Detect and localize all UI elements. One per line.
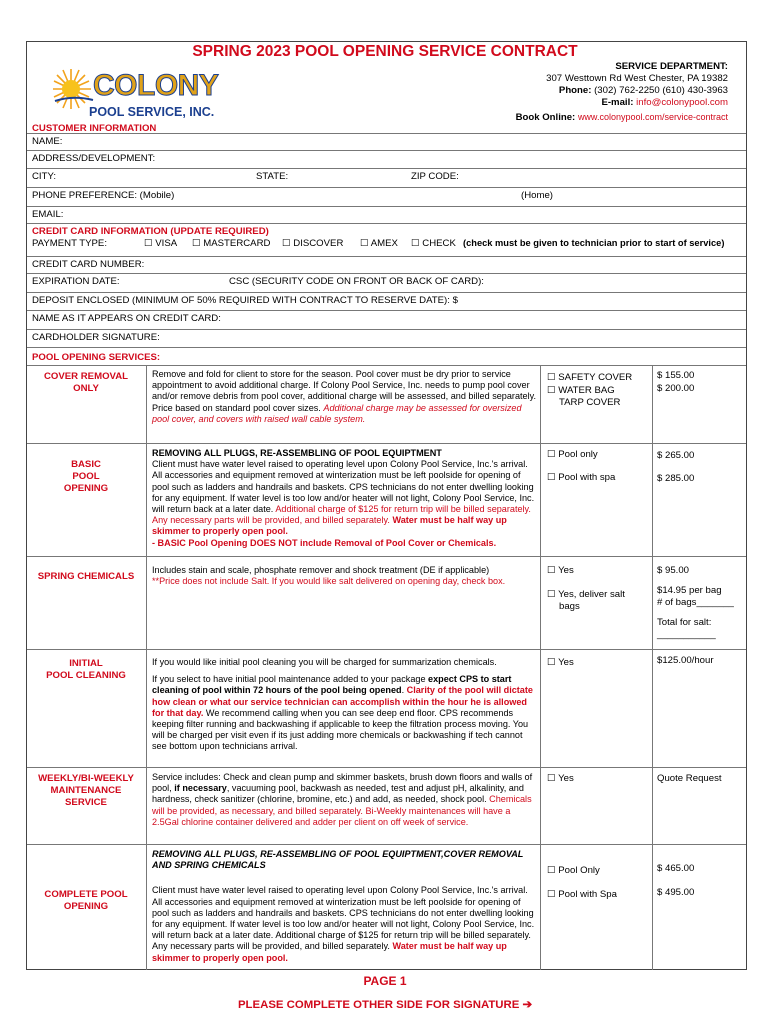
- basic-options[interactable]: [547, 449, 647, 483]
- city-label: CITY:: [32, 171, 56, 182]
- chemicals-category: SPRING CHEMICALS: [37, 571, 135, 582]
- weekly-description: Service includes: Check and clean pump and skimmer baskets, brush down floors and walls of pool, if necessary, vacuuming pool, backwash as needed, test and adjust pH, alkalinity, and hardness, check sanitizer (chlorine, bromine, etc.) and add, as needed, shock pool. Chemicals will be provided, as necessary, and billed separately. Bi-Weekly maintenances will have a 2.5Gal chlorine container delivered and adder per client on off week of service.: [152, 772, 533, 827]
- cover-description: Remove and fold for client to store for the season. Pool cover must be dry prior to service appointment to avoid additional charge. If Colony Pool Service, Inc. needs to pump pool cover and/or remove debris from pool cover, additional charge will be assessed, and billed separately. Price based on standard pool cover sizes. Additional charge may be assessed for oversized pool cover, and covers with raised wall cable system.: [152, 369, 537, 424]
- phone-preference-row[interactable]: [27, 187, 746, 206]
- name-on-card-field[interactable]: NAME AS IT APPEARS ON CREDIT CARD:: [27, 310, 746, 329]
- mastercard-checkbox[interactable]: ☐ MASTERCARD: [192, 238, 271, 249]
- weekly-maintenance-row: [27, 767, 746, 844]
- phone-value: (302) 762-2250 (610) 430-3963: [594, 85, 728, 96]
- complete-pool-only-checkbox[interactable]: ☐ Pool Only: [547, 865, 600, 876]
- weekly-category: WEEKLY/BI-WEEKLY MAINTENANCE SERVICE: [38, 773, 134, 808]
- card-number-field[interactable]: CREDIT CARD NUMBER:: [27, 256, 746, 273]
- cover-prices: $ 155.00 $ 200.00: [657, 370, 695, 394]
- check-checkbox[interactable]: ☐ CHECK: [411, 238, 456, 249]
- city-state-zip-row[interactable]: [27, 168, 746, 187]
- chemicals-options[interactable]: ☐ Yes ☐ Yes, deliver salt bags: [547, 565, 647, 613]
- cover-removal-row: [27, 365, 746, 443]
- company-logo: [53, 67, 233, 121]
- services-section: POOL OPENING SERVICES:: [27, 347, 746, 365]
- complete-category: COMPLETE POOL OPENING: [44, 889, 128, 912]
- deliver-salt-checkbox[interactable]: ☐ Yes, deliver salt: [547, 589, 625, 600]
- customer-section: CUSTOMER INFORMATION: [32, 123, 157, 134]
- address-field[interactable]: ADDRESS/DEVELOPMENT:: [27, 150, 746, 168]
- pool-only-checkbox[interactable]: ☐ Pool only: [547, 449, 598, 460]
- home-label: (Home): [521, 190, 553, 201]
- pool-with-spa-checkbox[interactable]: ☐ Pool with spa: [547, 472, 616, 484]
- cover-note: Additional charge may be assessed for oversized pool cover, and covers with raised wall cable system.: [152, 402, 522, 424]
- name-field[interactable]: NAME:: [27, 133, 746, 150]
- page-number: PAGE 1: [363, 974, 407, 988]
- initial-cleaning-row: [27, 649, 746, 767]
- email-label: E-mail:: [601, 97, 634, 108]
- complete-prices: $ 465.00 $ 495.00: [657, 863, 695, 899]
- spring-chemicals-row: [27, 556, 746, 649]
- zip-label: ZIP CODE:: [411, 171, 459, 182]
- complete-description: REMOVING ALL PLUGS, RE-ASSEMBLING OF POOL EQUIPTMENT,COVER REMOVAL AND SPRING CHEMICALS Client must have water level raised to operating level upon Colony Pool Service, Inc.'s arrival. All accessories and equipment removed at winterization must be left poolside for opening of pool such as ladders and handrails and baskets. CPS technicians do not enter dwelling looking for any equipment. If water level is too low and/or heater will not light, Colony Pool Service, Inc. will return back at a later date. Additional charge of $125 for return trip will be billed separately. Any necessary parts will be provided, and billed separately. Water must be half way up skimmer to properly open pool.: [152, 849, 535, 963]
- payment-type-row: [27, 236, 746, 256]
- email-link[interactable]: info@colonypool.com: [636, 97, 728, 108]
- initial-description: If you would like initial pool cleaning you will be charged for summarization chemicals. If you select to have initial pool maintenance added to your package expect CPS to start cleaning of pool within 72 hours of the pool being opened. Clarity of the pool will dictate how clean or what our service technician can accomplish within the hour he is allowed for that day. We recommend calling when you can see deep end floor. CPS recommends keeping filter running and backwashing if applicable to keep the filtration process moving. You will be charged per visit even if its just adding more chemicals or backwashing if tech cannot see bottom upon technicians arrival.: [152, 657, 533, 752]
- complete-pool-with-spa-checkbox[interactable]: ☐ Pool with Spa: [547, 889, 617, 901]
- csc-label: CSC (SECURITY CODE ON FRONT OR BACK OF CARD):: [229, 276, 484, 287]
- visa-checkbox[interactable]: ☐ VISA: [144, 238, 178, 249]
- payment-type-label: PAYMENT TYPE:: [32, 238, 107, 249]
- safety-cover-checkbox[interactable]: ☐ SAFETY COVER: [547, 372, 633, 383]
- expiration-label: EXPIRATION DATE:: [32, 276, 120, 287]
- weekly-price: Quote Request: [657, 773, 722, 784]
- chemicals-prices: $ 95.00 $14.95 per bag # of bags_______ Total for salt: ___________: [657, 565, 734, 640]
- basic-category: BASIC POOL OPENING: [63, 459, 109, 494]
- cover-options[interactable]: ☐ SAFETY COVER ☐ WATER BAG TARP COVER: [547, 372, 647, 410]
- service-address: 307 Westtown Rd West Chester, PA 19382: [546, 73, 728, 84]
- phone-pref-label: PHONE PREFERENCE: (Mobile): [32, 190, 175, 201]
- initial-category: INITIAL POOL CLEANING: [46, 658, 126, 681]
- state-label: STATE:: [256, 171, 289, 182]
- logo-subtitle: POOL SERVICE, INC.: [89, 105, 215, 119]
- check-note: (check must be given to technician prior to start of service): [463, 238, 725, 248]
- phone-label: Phone:: [558, 85, 592, 96]
- cover-category: COVER REMOVAL ONLY: [43, 371, 129, 394]
- deposit-field[interactable]: DEPOSIT ENCLOSED (MINIMUM OF 50% REQUIRED WITH CONTRACT TO RESERVE DATE): $: [27, 292, 746, 310]
- initial-yes-checkbox[interactable]: ☐ Yes: [547, 657, 574, 668]
- service-heading: SERVICE DEPARTMENT:: [615, 61, 728, 72]
- page-title: SPRING 2023 POOL OPENING SERVICE CONTRACT: [192, 43, 578, 60]
- expiration-row[interactable]: [27, 273, 746, 292]
- basic-prices: $ 265.00 $ 285.00: [657, 450, 695, 485]
- water-bag-checkbox[interactable]: ☐ WATER BAG: [547, 384, 615, 396]
- chemicals-yes-checkbox[interactable]: ☐ Yes: [547, 565, 574, 576]
- initial-price: $125.00/hour: [657, 655, 714, 666]
- chemicals-description: Includes stain and scale, phosphate remover and shock treatment (DE if applicable) **Price does not include Salt. If you would like salt delivered on opening day, check box.: [152, 565, 506, 587]
- signature-field[interactable]: CARDHOLDER SIGNATURE:: [27, 329, 746, 347]
- complete-options[interactable]: [547, 865, 647, 900]
- complete-opening-row: [27, 844, 746, 970]
- basic-description: REMOVING ALL PLUGS, RE-ASSEMBLING OF POOL EQUIPTMENT Client must have water level raised to operating level upon Colony Pool Service, Inc.'s arrival. All accessories and equipment removed at winterization must be left poolside for opening of pool such as ladders and handrails and baskets. CPS technicians do not enter dwelling looking for any equipment. If water level is too low and/or heater will not light, Colony Pool Service, Inc. will return back at a later date. Additional charge of $125 for return trip will be billed separately. Any necessary parts will be provided, and billed separately. Water must be half way up skimmer to properly open pool. - BASIC Pool Opening DOES NOT include Removal of Pool Cover or Chemicals.: [152, 448, 535, 548]
- signature-note: PLEASE COMPLETE OTHER SIDE FOR SIGNATURE ➔: [237, 999, 533, 1011]
- amex-checkbox[interactable]: ☐ AMEX: [360, 238, 398, 249]
- logo-name: COLONY: [93, 69, 219, 102]
- weekly-yes-checkbox[interactable]: ☐ Yes: [547, 773, 574, 784]
- basic-opening-row: [27, 443, 746, 556]
- book-label: Book Online:: [515, 112, 576, 123]
- email-field[interactable]: EMAIL:: [27, 206, 746, 223]
- book-online-link[interactable]: www.colonypool.com/service-contract: [577, 112, 728, 122]
- credit-section: CREDIT CARD INFORMATION (UPDATE REQUIRED): [27, 223, 746, 237]
- discover-checkbox[interactable]: ☐ DISCOVER: [282, 238, 344, 249]
- service-department: [516, 61, 728, 124]
